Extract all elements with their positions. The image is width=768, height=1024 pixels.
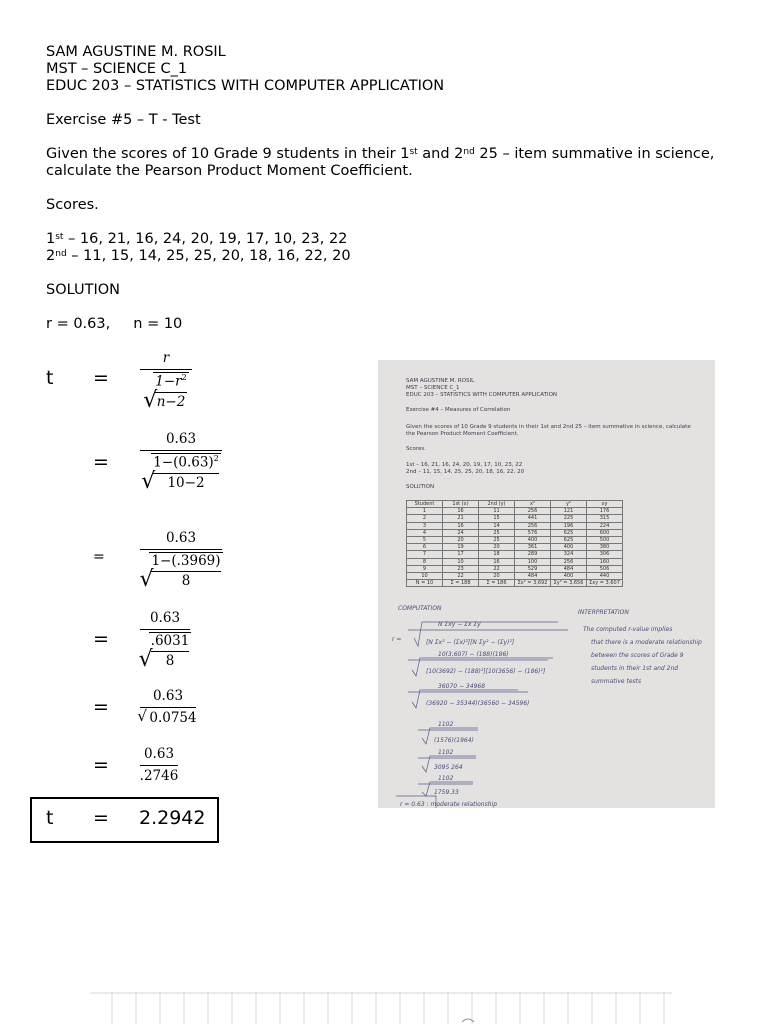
equals-sign: = <box>93 549 105 565</box>
photo-solution: SOLUTION <box>406 484 435 490</box>
equals-sign: = <box>93 696 109 718</box>
photo-interp-line: students in their 1st and 2nd <box>591 665 679 672</box>
equals-sign: = <box>93 628 109 650</box>
photo-course: EDUC 203 – STATISTICS WITH COMPUTER APPLICATION <box>406 392 558 398</box>
photo-problem-2: the Pearson Product Moment Coefficient. <box>406 431 519 437</box>
formula-step-3: 0.63 √ $\frac{1-(.3969)}{8}$ <box>139 530 221 592</box>
result-t: t <box>46 807 54 829</box>
table-row: 4 24 25 576 625 600 <box>407 529 623 536</box>
equals-sign: = <box>93 367 109 389</box>
given-values: r = 0.63, n = 10 <box>46 316 183 332</box>
svg-text:36070 − 34968: 36070 − 34968 <box>438 683 486 690</box>
table-header-row: Student 1st (x) 2nd (y) x² y² xy <box>407 501 623 508</box>
photo-scores: Scores. <box>406 446 427 452</box>
svg-text:(36920 − 35344)(36560 − 34596): (36920 − 35344)(36560 − 34596) <box>426 700 530 707</box>
result-box <box>30 797 219 843</box>
photo-exercise: Exercise #4 – Measures of Correlation <box>406 407 511 413</box>
table-row: 5 20 25 400 625 500 <box>407 536 623 543</box>
svg-text:1102: 1102 <box>438 749 454 756</box>
table-totals-row: N = 10 Σ = 188 Σ = 186 Σx² = 3,692 Σy² = 3,656 Σxy = 3,607 <box>407 580 623 587</box>
photo-interp-line: summative tests <box>591 678 642 685</box>
table-row: 10 22 20 484 400 440 <box>407 572 623 579</box>
svg-text:3095 264: 3095 264 <box>434 764 463 771</box>
photo-problem-1: Given the scores of 10 Grade 9 students in their 1st and 2nd 25 – item summative in science, calculate <box>406 424 691 430</box>
author-name: SAM AGUSTINE M. ROSIL <box>46 44 226 60</box>
svg-text:[10(3692) − (188)²][10(3656) −: [10(3692) − (188)²][10(3656) − (186)²] <box>426 668 546 675</box>
solution-heading: SOLUTION <box>46 282 120 298</box>
result-value: 2.2942 <box>139 807 206 829</box>
photo-computation: COMPUTATION <box>398 605 442 612</box>
svg-text:1759.33: 1759.33 <box>434 789 459 796</box>
svg-text:(1576)(1964): (1576)(1964) <box>434 737 474 744</box>
table-row: 3 16 14 256 196 224 <box>407 522 623 529</box>
table-row: 8 10 16 100 256 160 <box>407 558 623 565</box>
exercise-title: Exercise #5 – T - Test <box>46 112 201 128</box>
photo-interp-line: The computed r-value implies <box>583 626 673 633</box>
svg-text:1102: 1102 <box>438 775 454 782</box>
svg-text:1102: 1102 <box>438 721 454 728</box>
photo-scores-1: 1st – 16, 21, 16, 24, 20, 19, 17, 10, 23, 22 <box>406 462 523 468</box>
equals-sign: = <box>93 451 109 473</box>
result-equals: = <box>93 807 109 829</box>
formula-step-1: r √ $1-r^2$ n−2 <box>140 350 192 410</box>
photo-interpretation: INTERPRETATION <box>578 609 629 616</box>
handwritten-working-drawing <box>378 360 715 808</box>
second-scores: 2nd – 11, 15, 14, 25, 25, 20, 18, 16, 22, 20 <box>46 248 351 264</box>
first-scores: 1st – 16, 21, 16, 24, 20, 19, 17, 10, 23, 22 <box>46 231 348 247</box>
photo-name: SAM AGUSTINE M. ROSIL <box>406 378 475 384</box>
worksheet-photo <box>378 360 715 808</box>
scores-heading: Scores. <box>46 197 99 213</box>
formula-step-4: 0.63 √ $\frac{.6031}{8}$ <box>138 610 190 672</box>
equals-sign: = <box>93 754 109 776</box>
formula-step-2: 0.63 √ $1-(0.63)^2$ 10−2 <box>140 431 222 491</box>
photo-interp-line: between the scores of Grade 9 <box>591 652 684 659</box>
grid-paper-strip <box>90 992 672 1024</box>
table-row: 6 19 20 361 400 380 <box>407 544 623 551</box>
svg-text:[N Σx² − (Σx)²][N Σy² − (Σy)²]: [N Σx² − (Σx)²][N Σy² − (Σy)²] <box>426 639 515 646</box>
photo-r-formula: r = <box>392 636 402 643</box>
table-row: 9 23 22 529 484 506 <box>407 565 623 572</box>
course-line: EDUC 203 – STATISTICS WITH COMPUTER APPLICATION <box>46 78 445 94</box>
table-row: 2 21 15 441 225 315 <box>407 515 623 522</box>
photo-interp-line: that there is a moderate relationship <box>591 639 702 646</box>
program-line: MST – SCIENCE C_1 <box>46 61 188 77</box>
photo-scores-2: 2nd – 11, 15, 14, 25, 25, 20, 18, 16, 22, 20 <box>406 469 525 475</box>
table-row: 7 17 18 289 324 306 <box>407 551 623 558</box>
t-symbol: t <box>46 367 54 389</box>
svg-text:10(3,607) − (188)(186): 10(3,607) − (188)(186) <box>438 651 509 658</box>
svg-text:N Σxy − Σx Σy: N Σxy − Σx Σy <box>438 621 481 628</box>
problem-statement: Given the scores of 10 Grade 9 students in their 1st and 2nd 25 – item summative in science, calculate the Pearson Product Moment Coefficient. <box>46 146 715 179</box>
svg-text:r = 0.63 : moderate relations: r = 0.63 : moderate relationship <box>400 801 498 808</box>
formula-step-6: 0.63 .2746 <box>139 746 179 784</box>
table-row: 1 16 11 256 121 176 <box>407 508 623 515</box>
formula-step-5: 0.63 √ 0.0754 <box>137 688 197 726</box>
photo-program: MST – SCIENCE C_1 <box>406 385 460 391</box>
